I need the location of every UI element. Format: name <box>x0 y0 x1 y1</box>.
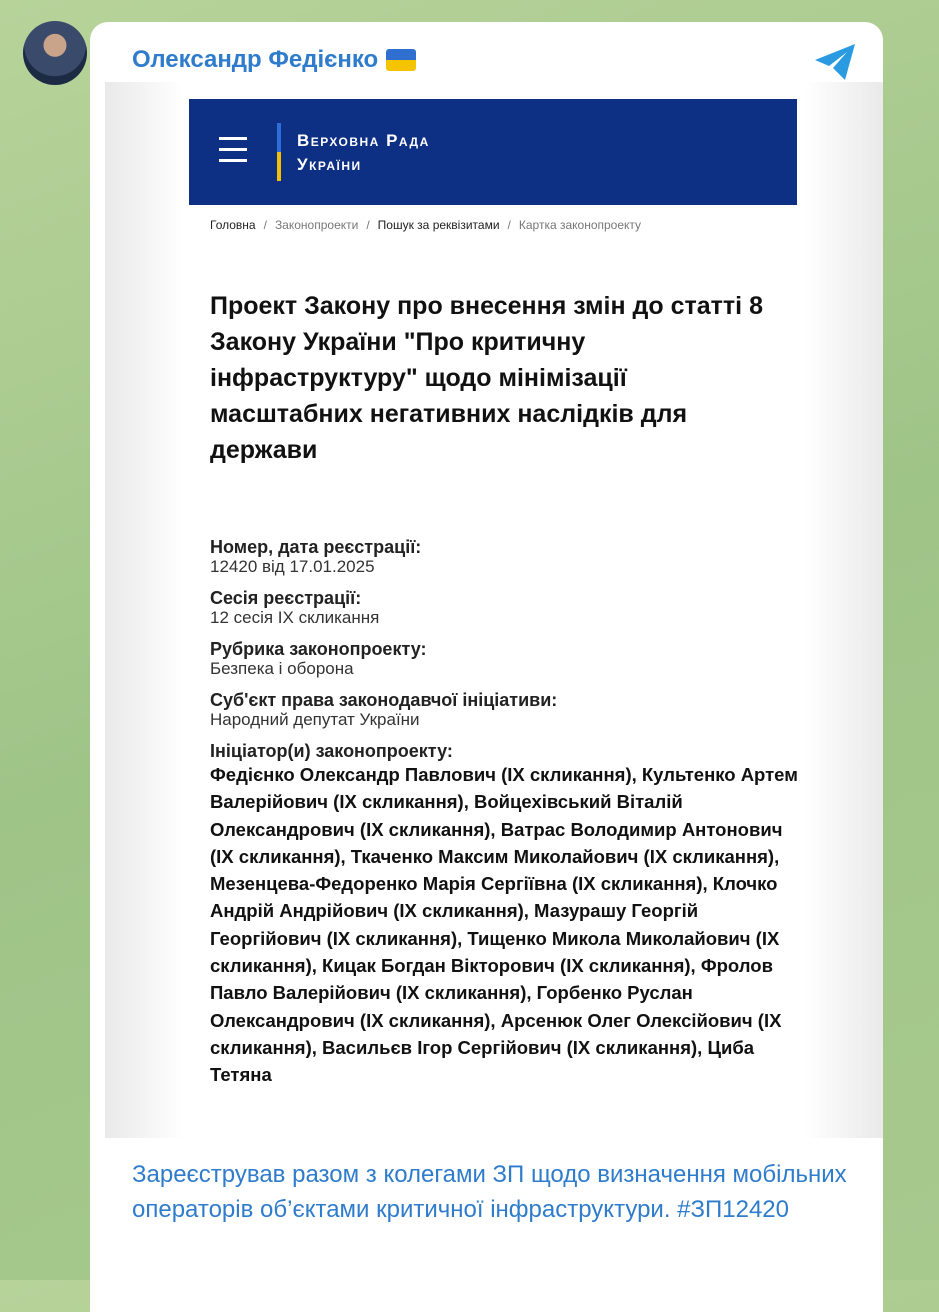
telegram-icon[interactable] <box>813 42 857 82</box>
message-card <box>90 22 883 1312</box>
field-label: Сесія реєстрації: <box>210 588 362 608</box>
page-title: Проект Закону про внесення змін до статті 8 Закону України "Про критичну інфраструктуру" щодо мінімізації масштабних негативних наслідків для держави <box>210 292 763 464</box>
logo-stripe <box>277 123 281 181</box>
attached-screenshot[interactable] <box>105 82 883 1138</box>
field-label: Суб'єкт права законодавчої ініціативи: <box>210 690 558 710</box>
logo-line-1: Верховна Рада <box>297 131 430 150</box>
logo-line-2: України <box>297 155 362 174</box>
initiators-list: Федієнко Олександр Павлович (IX скликання), Культенко Артем Валерійович (IX скликання), Войцехівський Віталій Олександрович (IX скликання), Ватрас Володимир Антонович (IX скликання), Ткаченко Максим Миколайович (IX скликання), Мезенцева-Федоренко Марія Сергіївна (IX скликання), Клочко Андрій Андрійович (IX скликання), Мазурашу Георгій Георгійович (IX скликання), Тищенко Микола Миколайович (IX скликання), Кицак Богдан Вікторович (IX скликання), Фролов Павло Валерійович (IX скликання), Горбенко Руслан Олександрович (IX скликання), Арсенюк Олег Олексійович (IX скликання), Васильєв Ігор Сергійович (IX скликання), Циба Тетяна <box>210 764 798 1086</box>
field-registration <box>210 538 797 576</box>
author-name[interactable] <box>132 46 416 74</box>
field-label: Ініціатор(и) законопроекту: <box>210 741 453 761</box>
author-name-text: Олександр Федієнко <box>132 46 379 73</box>
breadcrumb-item: Головна <box>210 218 256 232</box>
site-header <box>189 99 797 205</box>
menu-icon <box>219 137 247 170</box>
bill-fields <box>210 538 797 1089</box>
breadcrumb: Головна / Законопроекти / Пошук за реквізитами / Картка законопроекту <box>210 218 642 232</box>
field-value: 12 сесія IX скликання <box>210 608 380 627</box>
field-label: Рубрика законопроекту: <box>210 639 427 659</box>
breadcrumb-item: Законопроекти <box>274 218 359 232</box>
field-value: Безпека і оборона <box>210 659 354 678</box>
ukraine-flag-icon <box>386 49 416 71</box>
message-caption: Зареєстрував разом з колегами ЗП щодо визначення мобільних операторів об’єктами критичної інфраструктури. #ЗП12420 <box>132 1161 847 1223</box>
field-value: 12420 від 17.01.2025 <box>210 557 375 576</box>
avatar[interactable] <box>23 21 87 85</box>
breadcrumb-item: Пошук за реквізитами <box>377 218 500 232</box>
site-logo <box>297 129 430 177</box>
field-label: Номер, дата реєстрації: <box>210 537 422 557</box>
field-session <box>210 589 797 627</box>
field-value: Народний депутат України <box>210 710 420 729</box>
field-rubric <box>210 640 797 678</box>
field-subject <box>210 691 797 729</box>
field-initiators <box>210 742 797 1089</box>
bill-page <box>189 99 797 1138</box>
breadcrumb-item: Картка законопроекту <box>518 218 642 232</box>
